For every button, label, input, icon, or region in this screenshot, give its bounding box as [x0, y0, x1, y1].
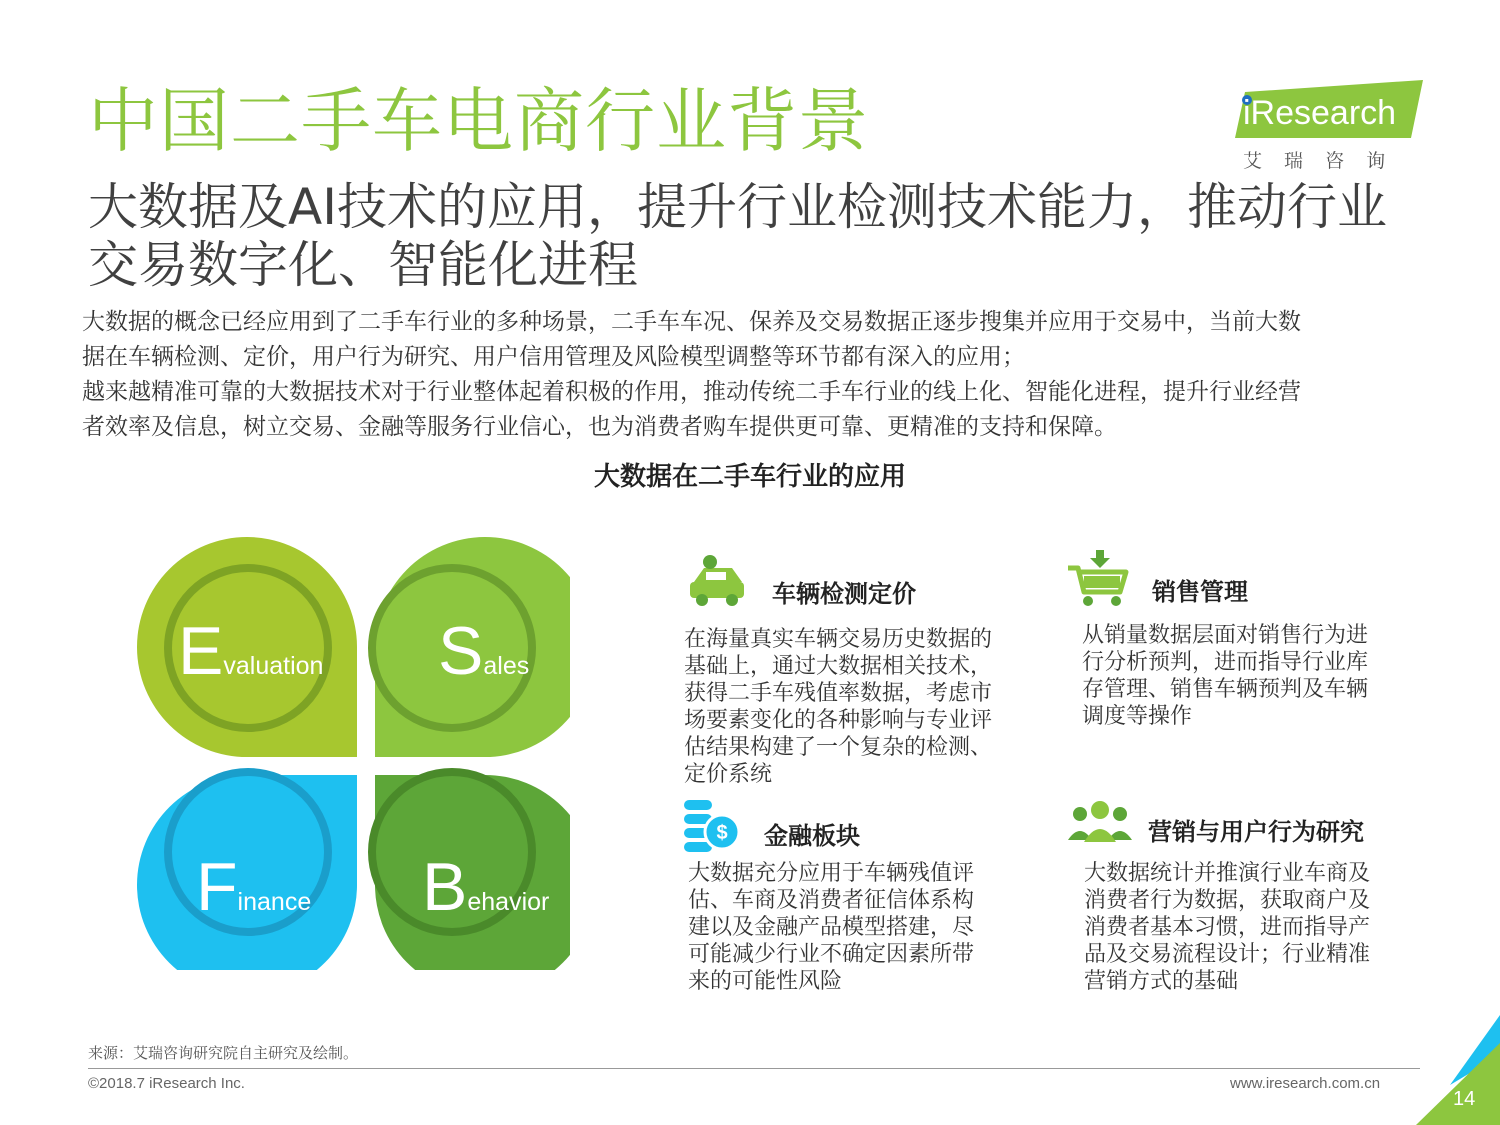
section-text-line: 场要素变化的各种影响与专业评 [684, 708, 993, 733]
body-line-1: 大数据的概念已经应用到了二手车行业的多种场景，二手车车况、保养及交易数据正逐步搜集并应用于交易中，当前大数 [82, 309, 1301, 335]
section-title: 营销与用户行为研究 [1148, 818, 1364, 846]
car-inspection-icon [684, 552, 748, 608]
copyright: ©2018.7 iResearch Inc. [88, 1075, 245, 1092]
coins-icon [684, 796, 742, 854]
petal-rest: ales [483, 652, 530, 680]
section-title: 销售管理 [1152, 578, 1248, 606]
petal-rest: valuation [223, 652, 324, 680]
section-text-line: 建以及金融产品模型搭建，尽 [688, 915, 975, 940]
diagram-title: 大数据在二手车行业的应用 [593, 462, 906, 492]
page-number: 14 [1453, 1088, 1476, 1110]
section-text [684, 626, 992, 788]
petal-rest: ehavior [467, 888, 550, 916]
logo-chinese: 艾 瑞 咨 询 [1243, 150, 1394, 172]
petal-letter: E [178, 613, 224, 689]
section-text-line: 消费者基本习惯，进而指导产 [1084, 915, 1371, 940]
section-text-line: 来的可能性风险 [688, 969, 843, 994]
subtitle-line-2: 交易数字化、智能化进程 [88, 236, 638, 294]
svg-text:$: $ [716, 822, 728, 844]
section-text-line: 营销方式的基础 [1084, 969, 1239, 994]
section-text-line: 存管理、销售车辆预判及车辆 [1082, 677, 1369, 702]
section-text-line: 从销量数据层面对销售行为进 [1082, 623, 1369, 648]
section-text-line: 行分析预判，进而指导行业库 [1082, 650, 1369, 675]
section-text [1084, 860, 1370, 995]
source-note: 来源：艾瑞咨询研究院自主研究及绘制。 [88, 1044, 359, 1062]
section-text-line: 大数据统计并推演行业车商及 [1084, 861, 1371, 886]
section-text-line: 大数据充分应用于车辆残值评 [688, 861, 975, 886]
section-text-line: 可能减少行业不确定因素所带 [688, 942, 975, 967]
petal-diagram [130, 530, 570, 970]
section-text-line: 估结果构建了一个复杂的检测、 [684, 735, 993, 760]
shopping-cart-icon [1066, 550, 1130, 608]
page-title: 中国二手车电商行业背景 [88, 80, 869, 162]
iresearch-logo [1235, 80, 1425, 170]
petal-rest: inance [237, 888, 312, 916]
section-text-line: 定价系统 [684, 762, 773, 787]
petal-label-finance [196, 848, 311, 926]
section-title: 车辆检测定价 [772, 580, 916, 608]
users-icon [1066, 800, 1134, 842]
section-text-line: 基础上，通过大数据相关技术， [684, 654, 993, 679]
section-text [1082, 622, 1368, 730]
section-text-line: 消费者行为数据，获取商户及 [1084, 888, 1371, 913]
section-title: 金融板块 [764, 822, 860, 850]
petal-label-sales [438, 612, 529, 690]
petal-letter: S [438, 613, 484, 689]
body-line-4: 者效率及信息，树立交易、金融等服务行业信心，也为消费者购车提供更可靠、更精准的支持和保障。 [82, 414, 1117, 440]
body-line-3: 越来越精准可靠的大数据技术对于行业整体起着积极的作用，推动传统二手车行业的线上化、智能化进程，提升行业经营 [82, 379, 1301, 405]
footer-divider [88, 1068, 1420, 1069]
section-text-line: 调度等操作 [1082, 704, 1193, 729]
logo-wordmark: iResearch [1243, 94, 1397, 132]
section-text [688, 860, 974, 995]
section-text-line: 品及交易流程设计；行业精准 [1084, 942, 1371, 967]
section-text-line: 获得二手车残值率数据，考虑市 [684, 681, 993, 706]
section-text-line: 估、车商及消费者征信体系构 [688, 888, 975, 913]
petal-letter: B [422, 849, 468, 925]
section-text-line: 在海量真实车辆交易历史数据的 [684, 627, 993, 652]
petal-label-evaluation [178, 612, 323, 690]
petal-letter: F [196, 849, 238, 925]
petal-label-behavior [422, 848, 549, 926]
website-link[interactable]: www.iresearch.com.cn [1230, 1075, 1381, 1092]
body-line-2: 据在车辆检测、定价，用户行为研究、用户信用管理及风险模型调整等环节都有深入的应用； [82, 344, 1025, 370]
subtitle-line-1: 大数据及AI技术的应用，提升行业检测技术能力，推动行业 [88, 178, 1387, 236]
